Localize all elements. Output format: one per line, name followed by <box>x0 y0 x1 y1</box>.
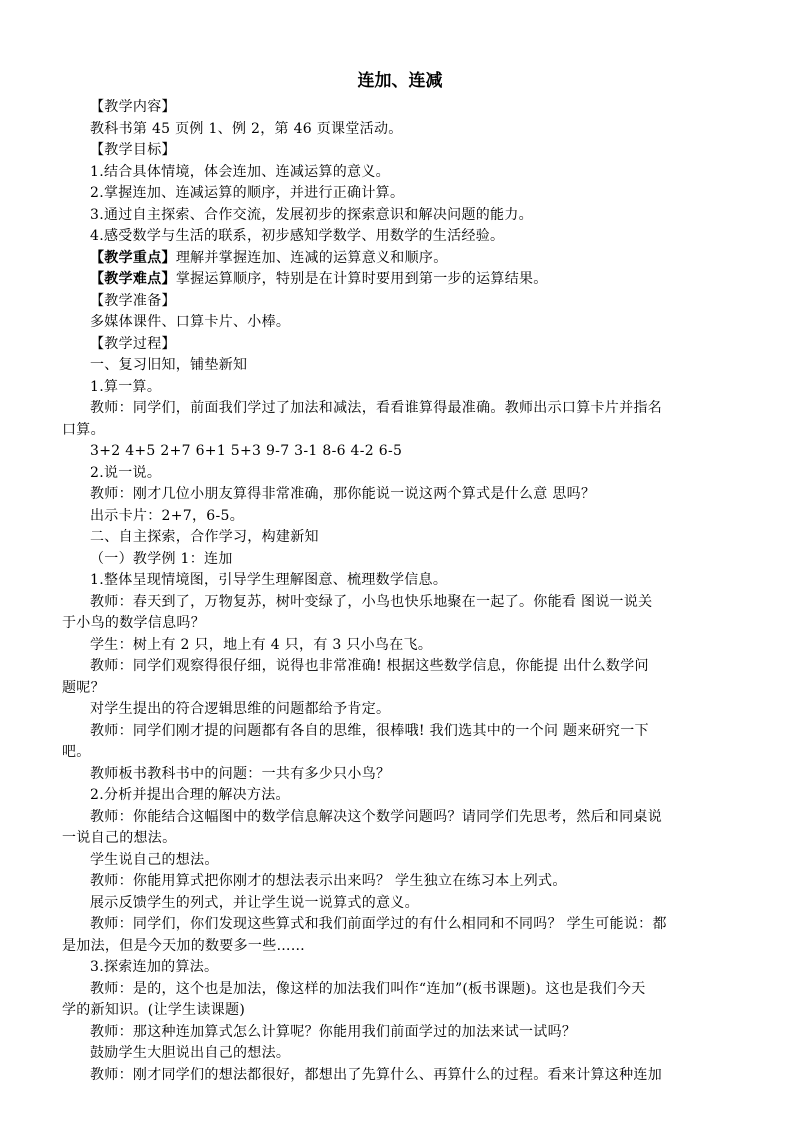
line-text: 教师：同学们观察得很仔细，说得也非常准确! 根据这些数学信息，你能提 出什么数学问 <box>90 658 649 674</box>
text-line <box>62 1043 738 1065</box>
line-text: 出示卡片：2+7，6-5。 <box>90 507 244 524</box>
line-text: 教师：是的，这个也是加法，像这样的加法我们叫作“连加”(板书课题)。这也是我们今天 <box>90 980 646 997</box>
text-line <box>62 140 738 162</box>
line-text: 2.掌握连加、连减运算的顺序，并进行正确计算。 <box>90 185 405 201</box>
text-line <box>62 613 738 635</box>
text-line <box>62 484 738 506</box>
line-text: 二、自主探索，合作学习，构建新知 <box>90 529 319 545</box>
line-text: 3.探索连加的算法。 <box>90 959 219 975</box>
text-line <box>62 119 738 141</box>
text-line <box>62 592 738 614</box>
text-line <box>62 312 738 334</box>
text-line <box>62 721 738 743</box>
line-text: 学的新知识。(让学生读课题) <box>62 1002 246 1018</box>
text-line <box>62 269 738 291</box>
line-text: 【教学准备】 <box>90 292 176 309</box>
line-text: 【教学目标】 <box>90 142 176 158</box>
text-line <box>62 570 738 592</box>
line-text: 4.感受数学与生活的联系，初步感知学数学、用数学的生活经验。 <box>90 228 505 244</box>
text-line <box>62 162 738 184</box>
text-line <box>62 420 738 442</box>
line-text: 【教学过程】 <box>90 335 176 352</box>
text-line <box>62 226 738 248</box>
text-line <box>62 1000 738 1022</box>
text-line <box>62 398 738 420</box>
text-line <box>62 377 738 399</box>
text-line <box>62 248 738 270</box>
text-line <box>62 527 738 549</box>
text-line <box>62 463 738 485</box>
text-line <box>62 656 738 678</box>
line-text: 教师：同学们，你们发现这些算式和我们前面学过的有什么相同和不同吗？ 学生可能说：都 <box>90 916 667 932</box>
text-line <box>62 893 738 915</box>
line-text: 学生说自己的想法。 <box>90 851 219 868</box>
text-line <box>62 549 738 571</box>
section-label: 【教学重点】 <box>90 249 176 266</box>
line-text: 教师：那这种连加算式怎么计算呢？你能用我们前面学过的加法来试一试吗？ <box>90 1023 577 1040</box>
text-line <box>62 957 738 979</box>
line-text: 教科书第 45 页例 1、例 2，第 46 页课堂活动。 <box>90 120 403 137</box>
text-line <box>62 678 738 700</box>
line-text: 【教学内容】 <box>90 99 176 115</box>
line-text: 1.结合具体情境，体会连加、连减运算的意义。 <box>90 163 390 180</box>
text-line <box>62 441 738 463</box>
text-line <box>62 355 738 377</box>
text-line <box>62 334 738 356</box>
line-text: 教师：同学们，前面我们学过了加法和减法，看看谁算得最准确。教师出示口算卡片并指名 <box>90 400 662 416</box>
text-line <box>62 291 738 313</box>
line-text: 学生：树上有 2 只，地上有 4 只，有 3 只小鸟在飞。 <box>90 636 433 653</box>
line-text: 理解并掌握连加、连减的运算意义和顺序。 <box>175 249 448 266</box>
text-line <box>62 1022 738 1044</box>
line-text: 1.整体呈现情境图，引导学生理解图意、梳理数学信息。 <box>90 572 448 588</box>
text-line <box>62 742 738 764</box>
document-body <box>62 97 738 1086</box>
line-text: 一说自己的想法。 <box>62 830 177 846</box>
text-line <box>62 936 738 958</box>
line-text: 鼓励学生大胆说出自己的想法。 <box>90 1045 291 1061</box>
line-text: 展示反馈学生的列式，并让学生说一说算式的意义。 <box>90 894 419 911</box>
text-line <box>62 764 738 786</box>
text-line <box>62 850 738 872</box>
line-text: 3+2 4+5 2+7 6+1 5+3 9-7 3-1 8-6 4-2 6-5 <box>90 443 403 459</box>
line-text: 多媒体课件、口算卡片、小棒。 <box>90 314 291 330</box>
text-line <box>62 97 738 119</box>
line-text: 3.通过自主探索、合作交流，发展初步的探索意识和解决问题的能力。 <box>90 206 533 223</box>
text-line <box>62 785 738 807</box>
document-page <box>62 66 738 1086</box>
line-text: 教师：同学们刚才提的问题都有各自的思维，很棒哦! 我们选其中的一个问 题来研究一下 <box>90 722 649 739</box>
text-line <box>62 979 738 1001</box>
line-text: 口算。 <box>62 421 105 438</box>
text-line <box>62 506 738 528</box>
line-text: 2.说一说。 <box>90 464 162 481</box>
section-label: 【教学难点】 <box>90 271 176 287</box>
text-line <box>62 1065 738 1087</box>
document-title: 连加、连减 <box>357 71 443 91</box>
line-text: 2.分析并提出合理的解决方法。 <box>90 787 290 803</box>
line-text: 1.算一算。 <box>90 378 162 395</box>
line-text: 于小鸟的数学信息吗？ <box>62 615 205 631</box>
line-text: 一、复习旧知，铺垫新知 <box>90 357 248 373</box>
line-text: 对学生提出的符合逻辑思维的问题都给予肯定。 <box>90 701 391 717</box>
text-line <box>62 635 738 657</box>
line-text: 教师：刚才同学们的想法都很好，都想出了先算什么、再算什么的过程。看来计算这种连加 <box>90 1066 662 1083</box>
line-text: 教师：你能用算式把你刚才的想法表示出来吗？ 学生独立在练习本上列式。 <box>90 873 567 889</box>
line-text: （一）教学例 1：连加 <box>90 550 233 567</box>
line-text: 教师：你能结合这幅图中的数学信息解决这个数学问题吗？请同学们先思考，然后和同桌说 <box>90 808 662 825</box>
text-line <box>62 807 738 829</box>
text-line <box>62 828 738 850</box>
text-line <box>62 871 738 893</box>
text-line <box>62 699 738 721</box>
line-text: 题呢？ <box>62 679 105 696</box>
text-line <box>62 183 738 205</box>
line-text: 教师：刚才几位小朋友算得非常准确，那你能说一说这两个算式是什么意 思吗？ <box>90 486 596 502</box>
text-line <box>62 914 738 936</box>
line-text: 掌握运算顺序，特别是在计算时要用到第一步的运算结果。 <box>175 271 548 287</box>
line-text: 吧。 <box>62 744 91 760</box>
line-text: 是加法，但是今天加的数要多一些…… <box>62 937 306 954</box>
text-line <box>62 205 738 227</box>
line-text: 教师：春天到了，万物复苏，树叶变绿了，小鸟也快乐地聚在一起了。你能看 图说一说关 <box>90 593 653 610</box>
line-text: 教师板书教科书中的问题：一共有多少只小鸟？ <box>90 765 391 782</box>
